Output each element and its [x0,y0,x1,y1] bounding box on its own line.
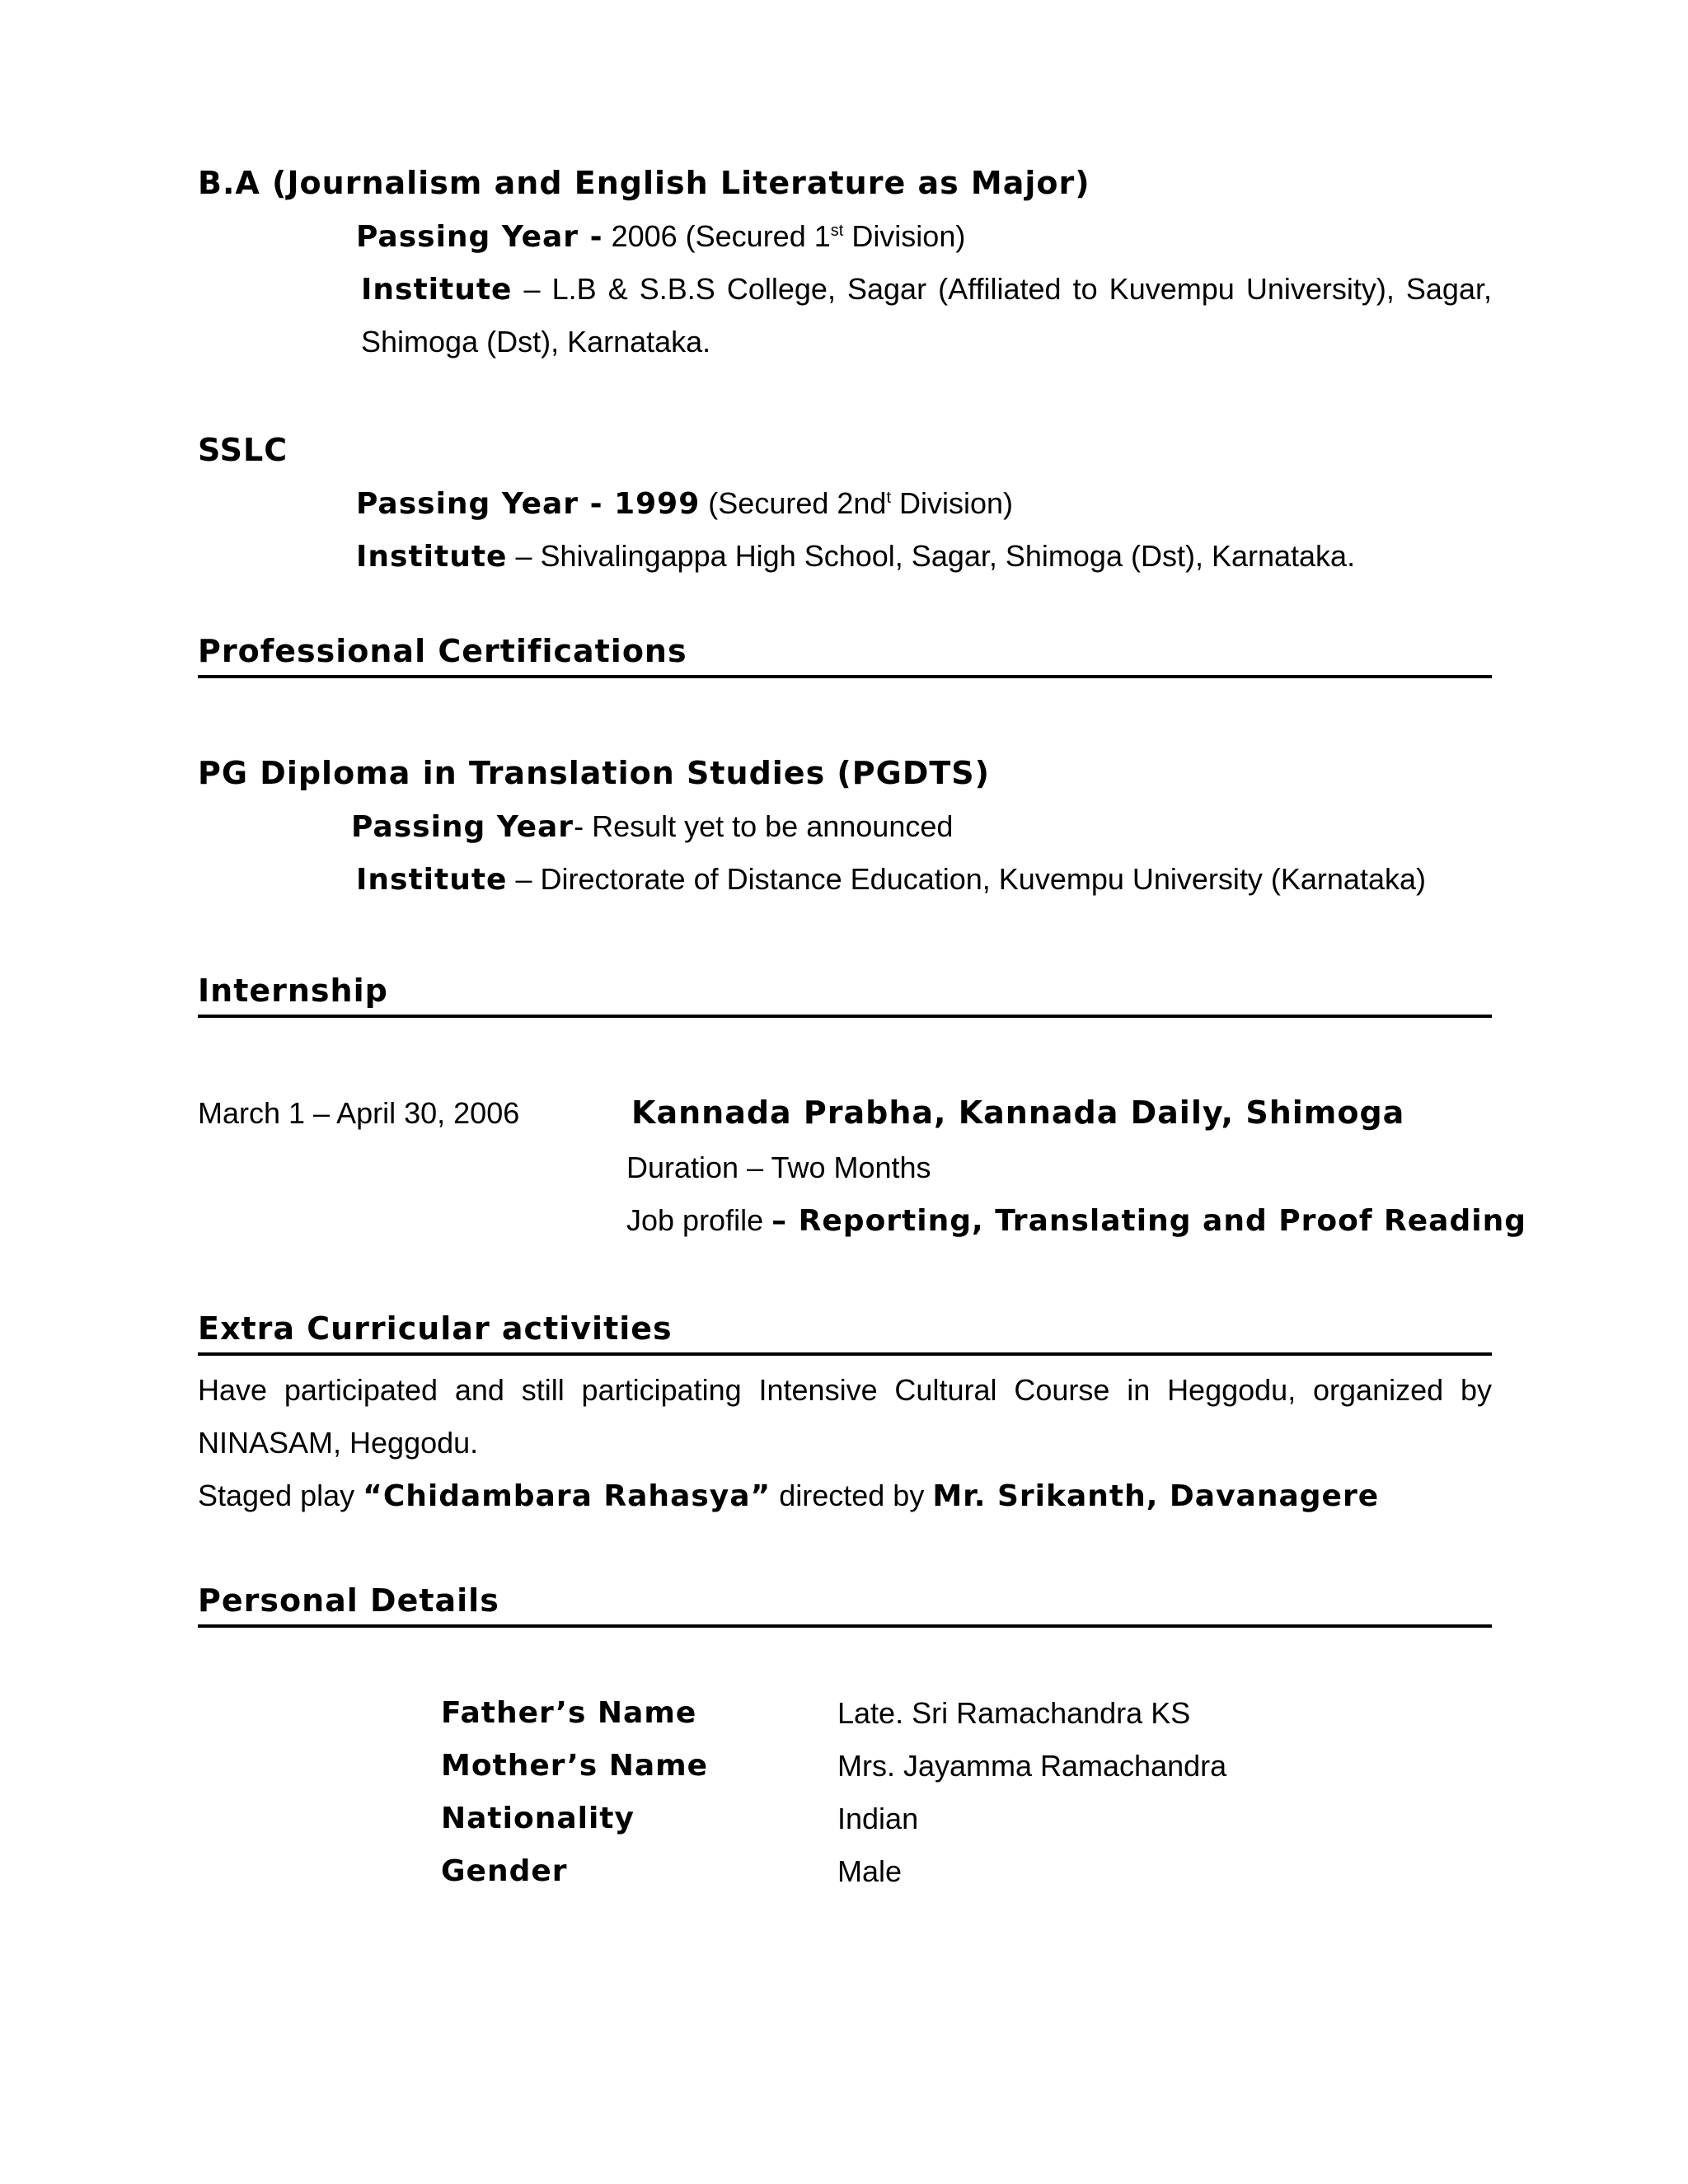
ba-passing-year [356,219,965,254]
sslc-institute-label: Institute [356,540,508,574]
personal-rule [198,1624,1492,1628]
certifications-heading: Professional Certifications [198,633,687,669]
personal-heading: Personal Details [198,1582,499,1619]
ba-institute-label: Institute [361,273,513,307]
ba-passing-value: 2006 (Secured 1 [611,219,831,253]
personal-value-gender: Male [837,1854,903,1888]
personal-label-nationality: Nationality [441,1802,635,1835]
pgdts-title: PG Diploma in Translation Studies (PGDTS) [198,755,991,791]
sslc-passing-year [356,486,1013,521]
sslc-institute [356,539,1355,574]
job-profile-label: Job profile [626,1203,764,1237]
sslc-passing-suffix: Division) [891,486,1014,520]
extra-line2: NINASAM, Heggodu. [198,1426,479,1460]
ba-passing-label: Passing Year - [356,220,603,254]
sslc-passing-label: Passing Year - 1999 [356,487,701,521]
director-name: Mr. Srikanth, Davanagere [932,1479,1380,1513]
job-profile-value: – Reporting, Translating and Proof Reading [771,1204,1526,1238]
ba-institute [361,272,1492,359]
personal-value-nationality: Indian [837,1802,919,1835]
internship-duration: Duration – Two Months [626,1151,931,1184]
pgdts-passing-label: Passing Year [351,810,574,844]
personal-label-father: Father’s Name [441,1696,697,1730]
ba-institute-line2: Shimoga (Dst), Karnataka. [361,325,711,359]
sslc-passing-sup: t [886,489,891,507]
personal-label-mother: Mother’s Name [441,1749,709,1783]
pgdts-institute-label: Institute [356,863,508,897]
ba-passing-sup: st [830,222,844,240]
extra-line3 [198,1479,1379,1513]
internship-job-profile [626,1203,1526,1238]
internship-heading: Internship [198,972,388,1009]
extra-heading: Extra Curricular activities [198,1310,673,1347]
ba-passing-suffix: Division) [843,219,966,253]
pgdts-passing-year [351,809,953,844]
staged-play-prefix: Staged play [198,1479,363,1512]
extra-line1: Have participated and still participating Intensive Cultural Course in Heggodu, organized by [198,1373,1492,1407]
pgdts-passing-value: - Result yet to be announced [574,809,954,843]
ba-institute-line1: – L.B & S.B.S College, Sagar (Affiliated to Kuvempu University), Sagar, [523,272,1492,306]
personal-value-mother: Mrs. Jayamma Ramachandra [837,1749,1227,1783]
certifications-rule [198,675,1492,678]
personal-value-father: Late. Sri Ramachandra KS [837,1696,1191,1730]
pgdts-institute-value: – Directorate of Distance Education, Kuvempu University (Karnataka) [515,862,1426,896]
internship-dates: March 1 – April 30, 2006 [198,1096,520,1130]
internship-rule [198,1015,1492,1018]
sslc-title: SSLC [198,432,288,468]
directed-by: directed by [771,1479,933,1512]
internship-org: Kannada Prabha, Kannada Daily, Shimoga [631,1094,1405,1131]
ba-title: B.A (Journalism and English Literature as Major) [198,165,1090,201]
play-title: “Chidambara Rahasya” [363,1479,771,1513]
sslc-institute-value: – Shivalingappa High School, Sagar, Shimoga (Dst), Karnataka. [515,539,1356,573]
pgdts-institute [356,862,1426,897]
personal-label-gender: Gender [441,1854,568,1888]
sslc-passing-value: (Secured 2nd [708,486,887,520]
extra-rule [198,1352,1492,1356]
